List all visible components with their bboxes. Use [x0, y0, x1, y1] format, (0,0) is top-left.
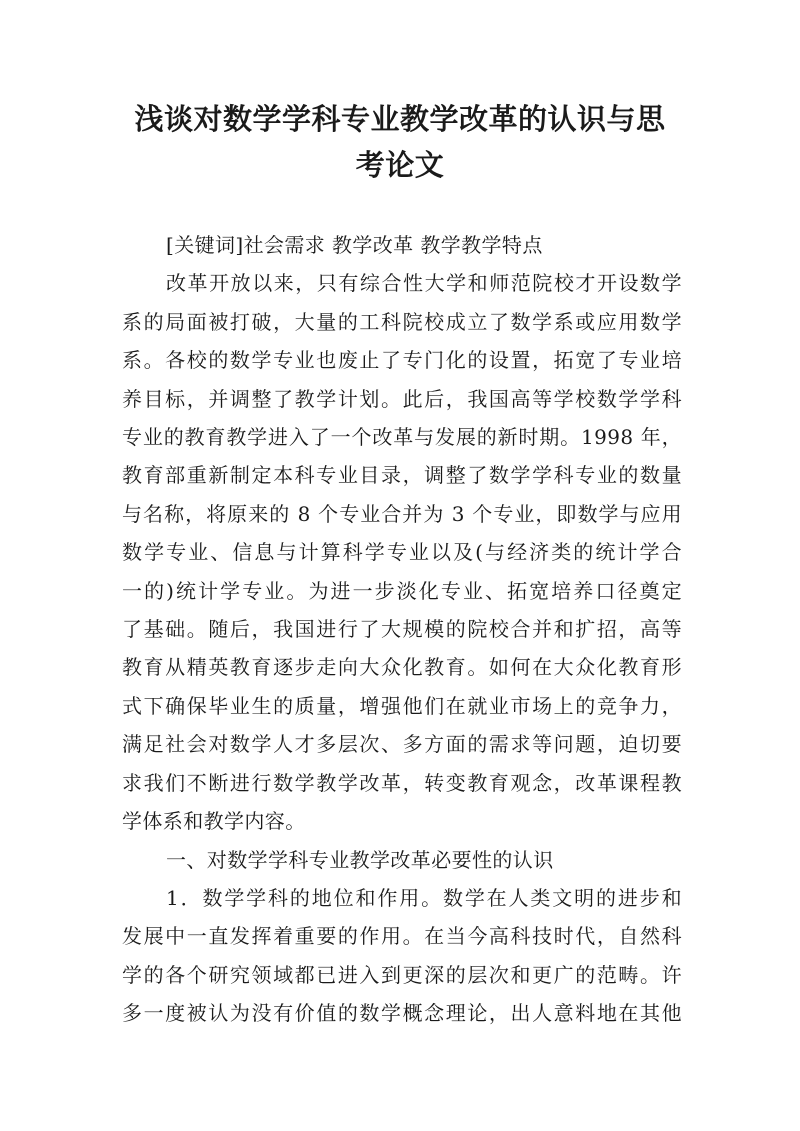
document-title	[95, 96, 705, 188]
paragraph-line: 教育部重新制定本科专业目录，调整了数学学科专业的数量	[122, 463, 682, 488]
document-body	[122, 226, 682, 1033]
paragraph-line: 教育从精英教育逐步走向大众化教育。如何在大众化教育形	[122, 655, 682, 680]
paragraph-line: 多一度被认为没有价值的数学概念理论，出人意料地在其他	[122, 1001, 682, 1026]
paragraph-line: 学的各个研究领域都已进入到更深的层次和更广的范畴。许	[122, 962, 682, 987]
paragraph-line: 养目标，并调整了教学计划。此后，我国高等学校数学学科	[122, 386, 682, 411]
paragraph-line: 系。各校的数学专业也废止了专门化的设置，拓宽了专业培	[122, 348, 682, 373]
section-heading: 一、对数学学科专业教学改革必要性的认识	[166, 847, 554, 872]
paragraph-line: 了基础。随后，我国进行了大规模的院校合并和扩招，高等	[122, 617, 682, 642]
paragraph-line: 发展中一直发挥着重要的作用。在当今高科技时代，自然科	[122, 924, 682, 949]
paragraph-2	[122, 879, 682, 1033]
paragraph-line: 改革开放以来，只有综合性大学和师范院校才开设数学	[166, 271, 682, 296]
paragraph-line: 数学专业、信息与计算科学专业以及(与经济类的统计学合	[122, 540, 682, 565]
paragraph-line: 一的)统计学专业。为进一步淡化专业、拓宽培养口径奠定	[122, 578, 682, 603]
paragraph-line: 系的局面被打破，大量的工科院校成立了数学系或应用数学	[122, 309, 682, 334]
paragraph-1	[122, 264, 682, 840]
paragraph-line: 满足社会对数学人才多层次、多方面的需求等问题，迫切要	[122, 732, 682, 757]
paragraph-line: 式下确保毕业生的质量，增强他们在就业市场上的竞争力，	[122, 693, 682, 718]
title-line-2: 考论文	[355, 148, 445, 182]
paragraph-line: 1．数学学科的地位和作用。数学在人类文明的进步和	[166, 885, 682, 910]
paragraph-line: 求我们不断进行数学教学改革，转变教育观念，改革课程教	[122, 770, 682, 795]
paragraph-line: 与名称，将原来的 8 个专业合并为 3 个专业，即数学与应用	[122, 501, 682, 526]
keywords-line: [关键词]社会需求 教学改革 教学教学特点	[166, 233, 543, 257]
paragraph-line: 专业的教育教学进入了一个改革与发展的新时期。1998 年，	[122, 425, 682, 450]
title-line-1: 浅谈对数学学科专业教学改革的认识与思	[134, 102, 666, 136]
paragraph-line: 学体系和教学内容。	[122, 809, 306, 834]
